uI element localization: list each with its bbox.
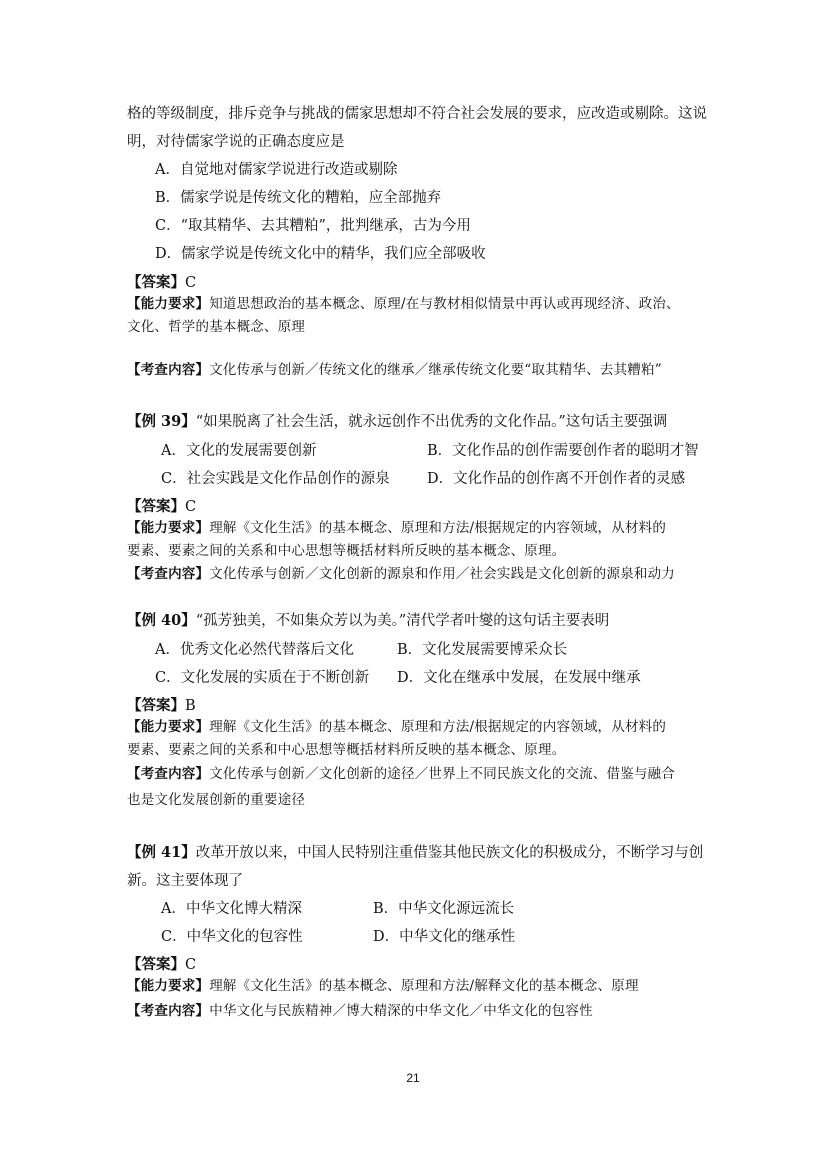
content-label: 【考查内容】 xyxy=(127,362,210,378)
q40-answer xyxy=(127,696,196,716)
content-text-line-1: 文化传承与创新／文化创新的途径／世界上不同民族文化的交流、借鉴与融合 xyxy=(209,766,676,782)
content-text: 文化传承与创新／传统文化的继承／继承传统文化要“取其精华、去其糟粕” xyxy=(209,362,662,378)
q39-option-c: C．社会实践是文化作品创作的源泉 xyxy=(161,471,390,487)
ability-text-line-1: 理解《文化生活》的基本概念、原理和方法/根据规定的内容领域，从材料的 xyxy=(209,520,667,536)
question-label: 【例 41】 xyxy=(127,844,196,861)
q40-option-a: A．优秀文化必然代替落后文化 xyxy=(155,642,354,658)
ability-text: 理解《文化生活》的基本概念、原理和方法/解释文化的基本概念、原理 xyxy=(209,978,639,994)
answer-value: C xyxy=(185,499,197,515)
answer-label: 【答案】 xyxy=(127,956,185,973)
q39-content xyxy=(127,564,675,584)
q40-content-line-2: 也是文化发展创新的重要途径 xyxy=(127,792,306,808)
q41-ability xyxy=(127,976,639,996)
q40-stem xyxy=(127,611,609,631)
q39-ability-line-2: 要素、要素之间的关系和中心思想等概括材料所反映的基本概念、原理。 xyxy=(127,543,566,559)
answer-value: C xyxy=(185,957,197,973)
q41-option-d: D．中华文化的继承性 xyxy=(373,929,516,945)
q40-option-d: D．文化在继承中发展，在发展中继承 xyxy=(397,670,641,686)
ability-label: 【能力要求】 xyxy=(127,978,210,994)
question-stem: “孤芳独美，不如集众芳以为美。”清代学者叶燮的这句话主要表明 xyxy=(195,613,610,629)
q38-option-c: C．“取其精华、去其糟粕”，批判继承，古为今用 xyxy=(155,218,471,234)
q39-option-b: B．文化作品的创作需要创作者的聪明才智 xyxy=(427,443,699,459)
answer-label: 【答案】 xyxy=(127,274,185,291)
ability-text-line-1: 理解《文化生活》的基本概念、原理和方法/根据规定的内容领域，从材料的 xyxy=(209,719,667,735)
q38-option-d: D．儒家学说是传统文化中的精华，我们应全部吸收 xyxy=(155,246,486,262)
q40-option-c: C．文化发展的实质在于不断创新 xyxy=(155,670,370,686)
q39-stem xyxy=(127,412,667,432)
ability-label: 【能力要求】 xyxy=(127,719,210,735)
q39-ability xyxy=(127,518,666,538)
q40-ability-line-2: 要素、要素之间的关系和中心思想等概括材料所反映的基本概念、原理。 xyxy=(127,742,566,758)
q41-content xyxy=(127,1001,593,1021)
q38-option-b: B．儒家学说是传统文化的糟粕，应全部抛弃 xyxy=(155,190,442,206)
q41-option-b: B．中华文化源远流长 xyxy=(373,901,515,917)
question-stem: “如果脱离了社会生活，就永远创作不出优秀的文化作品。”这句话主要强调 xyxy=(195,414,668,430)
answer-value: B xyxy=(185,698,196,714)
q38-option-a: A．自觉地对儒家学说进行改造或剔除 xyxy=(155,162,398,178)
content-text: 中华文化与民族精神／博大精深的中华文化／中华文化的包容性 xyxy=(209,1003,593,1019)
ability-label: 【能力要求】 xyxy=(127,296,210,312)
answer-label: 【答案】 xyxy=(127,697,185,714)
content-label: 【考查内容】 xyxy=(127,566,210,582)
answer-label: 【答案】 xyxy=(127,498,185,515)
content-label: 【考查内容】 xyxy=(127,1003,210,1019)
question-stem: 改革开放以来，中国人民特别注重借鉴其他民族文化的积极成分，不断学习与创 xyxy=(195,845,704,861)
content-text: 文化传承与创新／文化创新的源泉和作用／社会实践是文化创新的源泉和动力 xyxy=(209,566,676,582)
q39-answer xyxy=(127,497,196,517)
q38-ability xyxy=(127,294,680,314)
q40-content xyxy=(127,764,675,784)
ability-text-line-1: 知道思想政治的基本概念、原理/在与教材相似情景中再认或再现经济、政治、 xyxy=(209,296,680,312)
q41-answer xyxy=(127,955,196,975)
q38-stem-line-1: 格的等级制度，排斥竞争与挑战的儒家思想却不符合社会发展的要求，应改造或剔除。这说 xyxy=(127,106,707,122)
q39-option-d: D．文化作品的创作离不开创作者的灵感 xyxy=(427,471,686,487)
page-number: 21 xyxy=(406,1071,420,1085)
answer-value: C xyxy=(185,275,197,291)
q40-ability xyxy=(127,717,666,737)
q38-stem-line-2: 明，对待儒家学说的正确态度应是 xyxy=(127,134,345,150)
q41-stem-line-1 xyxy=(127,843,703,863)
q41-option-a: A．中华文化博大精深 xyxy=(161,901,302,917)
q41-option-c: C．中华文化的包容性 xyxy=(161,929,303,945)
question-label: 【例 39】 xyxy=(127,413,196,430)
q38-answer xyxy=(127,273,196,293)
q38-content xyxy=(127,360,662,380)
q41-stem-line-2: 新。这主要体现了 xyxy=(127,873,243,889)
question-label: 【例 40】 xyxy=(127,612,196,629)
q38-ability-line-2: 文化、哲学的基本概念、原理 xyxy=(127,319,306,335)
content-label: 【考查内容】 xyxy=(127,766,210,782)
q39-option-a: A．文化的发展需要创新 xyxy=(161,443,317,459)
q40-option-b: B．文化发展需要博采众长 xyxy=(397,642,568,658)
ability-label: 【能力要求】 xyxy=(127,520,210,536)
